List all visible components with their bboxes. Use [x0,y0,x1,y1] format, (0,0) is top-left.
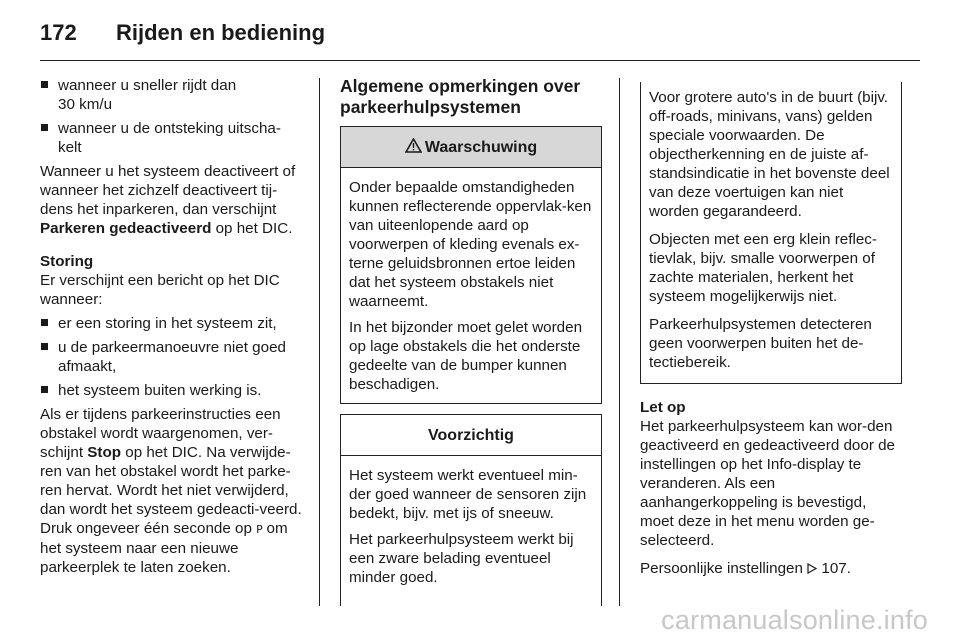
dic-message-parkeren-gedeactiveerd: Parkeren gedeactiveerd [40,220,212,237]
storing-intro: Er verschijnt een bericht op het DIC wanneer: [40,272,280,308]
warning-continued-paragraph: Parkeerhulpsystemen detecteren geen voorwerpen buiten het de-tectiebereik. [649,316,872,371]
page-title: Rijden en bediening [116,20,326,45]
column-divider-1 [319,78,320,606]
warning-continued-paragraph: Objecten met een erg klein reflec-tievlak, bijv. smalle voorwerpen of zachte materialen, herkent het systeem mogelijkerwijs niet. [649,231,877,305]
page-number: 172 [40,20,77,45]
deactivation-paragraph: Wanneer u het systeem deactiveert of wanneer het zichzelf deactiveert tij-dens het inparkeren, dan verschijnt Parkeren gedeactiveerd op het DIC. [40,163,296,237]
note-text: Het parkeerhulpsysteem kan wor-den geactiveerd en gedeactiveerd door de instellingen op het Info-display te veranderen. Als een aanhangerkoppeling is bevestigd, moet deze in het menu worden ge-selecteerd. [640,418,895,549]
warning-title: Waarschuwing [424,138,538,156]
header-divider [40,60,920,61]
caution-title: Voorzichtig [428,426,514,444]
caution-paragraph: Het systeem werkt eventueel min-der goed wanneer de sensoren zijn bedekt, bijv. met ijs of sneeuw. [349,467,587,522]
warning-box [340,126,602,404]
bullet-item: het systeem buiten werking is. [40,381,310,400]
caution-box [340,414,602,606]
parking-button-icon: P [256,523,263,536]
warning-triangle-icon [405,138,422,157]
section-heading: Algemene opmerkingen over parkeerhulpsystemen [340,76,581,117]
dic-message-stop: Stop [87,444,122,461]
warning-header [341,127,601,168]
bullet-item: er een storing in het systeem zit, [40,314,310,333]
warning-continued-paragraph: Voor grotere auto's in de buurt (bijv. off-roads, minivans, vans) gelden speciale voorwaarden. De objectherkenning en de juiste af-standsindicatie in het bovenste deel van deze voertuigen kan niet worden gegarandeerd. [649,89,890,220]
obstacle-paragraph: Als er tijdens parkeerinstructies een obstakel wordt waargenomen, ver-schijnt Stop op het DIC. Na verwijde-ren van het obstakel wordt het parke-ren hervat. Wordt het niet verwijderd, dan wordt het systeem gedeacti-veerd. Druk ongeveer één seconde op P om het systeem naar een nieuwe parkeerplek te laten zoeken. [40,406,302,576]
bullet-item: wanneer u de ontsteking uitscha- kelt [40,119,310,157]
column-2 [340,76,602,606]
watermark: carmanualsonline.info [661,605,928,635]
warning-paragraph: In het bijzonder moet gelet worden op lage obstakels die het onderste gedeelte van de bumper kunnen beschadigen. [349,319,583,393]
warning-paragraph: Onder bepaalde omstandigheden kunnen reflecterende oppervlak-ken van uiteenlopende aard op voorwerpen of kleding evenals ex-terne geluidsbronnen ertoe leiden dat het systeem obstakels niet waarneemt. [349,179,592,310]
continued-warning-box [640,82,902,384]
bullet-item: wanneer u sneller rijdt dan 30 km/u [40,76,310,114]
column-3 [640,82,902,587]
column-1 [40,76,310,586]
page-header [40,18,325,48]
caution-header [341,415,601,456]
caution-paragraph: Het parkeerhulpsysteem werkt bij een zware belading eventueel minder goed. [349,531,574,586]
cross-reference: Persoonlijke instellingen 107. [640,560,851,577]
note-heading: Let op [640,399,686,416]
warning-body [341,168,601,403]
page-reference-arrow-icon [807,560,817,577]
caution-body [341,456,601,596]
bullet-item: u de parkeermanoeuvre niet goed afmaakt, [40,338,310,376]
column-divider-2 [619,78,620,606]
storing-heading: Storing [40,253,94,270]
